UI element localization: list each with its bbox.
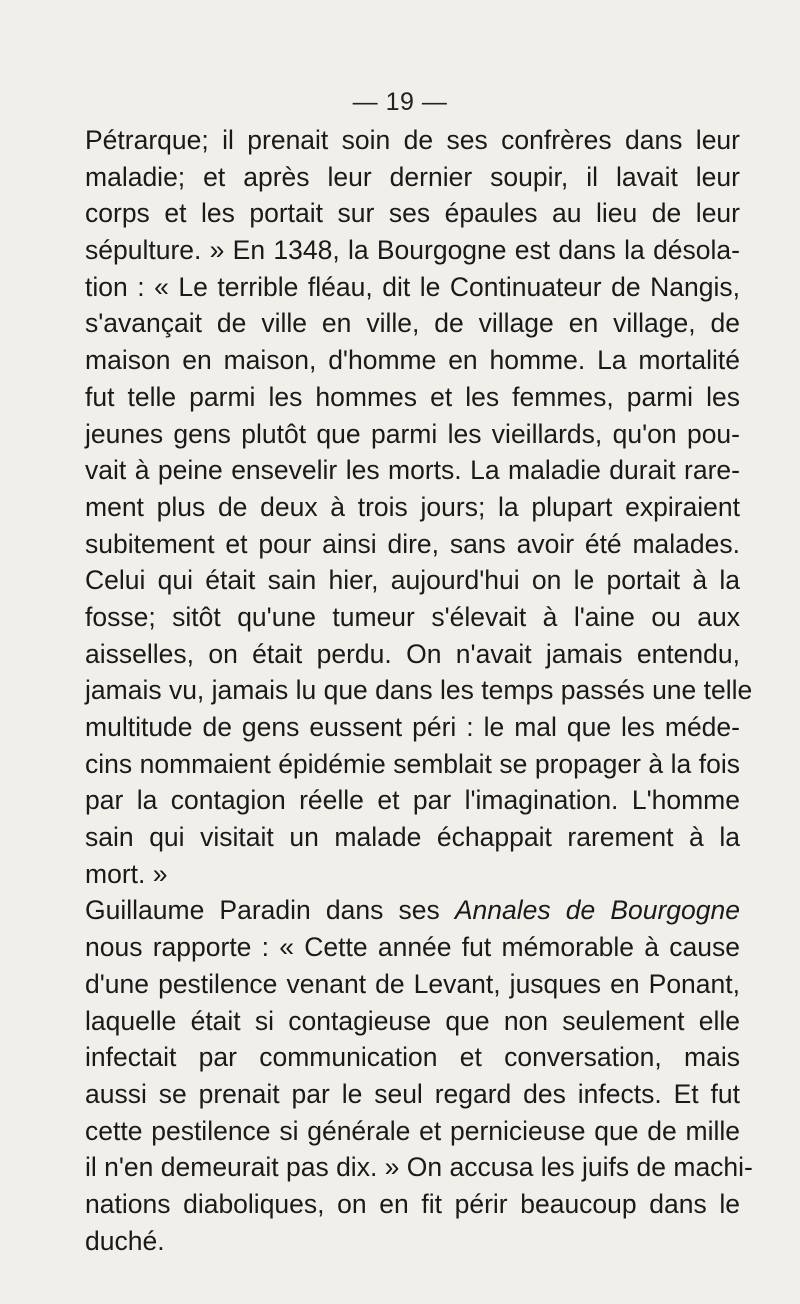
text-line: maison en maison, d'homme en homme. La mortalité [85,345,740,376]
text-line: infectait par communication et conversation, mais [85,1042,740,1073]
book-title: Annales de Bourgogne [454,895,740,926]
text-line: il n'en demeurait pas dix. » On accusa les juifs de machi- [85,1152,753,1183]
text-fragment: Guillaume Paradin dans ses [85,895,455,926]
text-line: cette pestilence si générale et pernicieuse que de mille [85,1115,740,1146]
text-line: jeunes gens plutôt que parmi les vieillards, qu'on pou- [85,418,740,449]
text-line: duché. [85,1225,165,1256]
text-line: fosse; sitôt qu'une tumeur s'élevait à l'aine ou aux [85,601,740,632]
text-line: tion : « Le terrible fléau, dit le Continuateur de Nangis, [85,271,740,302]
text-line: vait à peine ensevelir les morts. La maladie durait rare- [85,455,740,486]
body-text [85,122,753,1259]
text-line: aisselles, on était perdu. On n'avait jamais entendu, [85,638,740,669]
text-line: nations diaboliques, on en fit périr beaucoup dans le [85,1188,740,1219]
text-line: Pétrarque; il prenait soin de ses confrères dans leur [85,125,740,155]
text-line: s'avançait de ville en ville, de village en village, de [85,308,740,339]
text-line: nous rapporte : « Cette année fut mémorable à cause [85,932,740,963]
text-line: mort. » [85,858,168,889]
text-line: sépulture. » En 1348, la Bourgogne est dans la désola- [85,235,740,266]
paragraph-1 [85,122,753,892]
text-line: par la contagion réelle et par l'imagination. L'homme [85,785,740,816]
text-line: d'une pestilence venant de Levant, jusques en Ponant, [85,968,740,999]
text-line: corps et les portait sur ses épaules au lieu de leur [85,198,740,229]
text-line: laquelle était si contagieuse que non seulement elle [85,1005,740,1036]
text-line-with-title [85,892,740,929]
text-line: aussi se prenait par le seul regard des infects. Et fut [85,1078,740,1109]
text-line: cins nommaient épidémie semblait se propager à la fois [85,748,740,779]
text-line: sain qui visitait un malade échappait rarement à la [85,822,740,853]
text-line: Celui qui était sain hier, aujourd'hui on le portait à la [85,565,740,596]
text-line: subitement et pour ainsi dire, sans avoir été malades. [85,528,740,559]
text-line: fut telle parmi les hommes et les femmes, parmi les [85,381,740,412]
paragraph-2 [85,892,753,1259]
text-line: ment plus de deux à trois jours; la plupart expiraient [85,491,740,522]
text-line: multitude de gens eussent péri : le mal que les méde- [85,712,740,742]
page-number: — 19 — [352,88,448,116]
text-line: maladie; et après leur dernier soupir, il lavait leur [85,161,740,192]
text-line: jamais vu, jamais lu que dans les temps passés une telle [85,675,753,706]
